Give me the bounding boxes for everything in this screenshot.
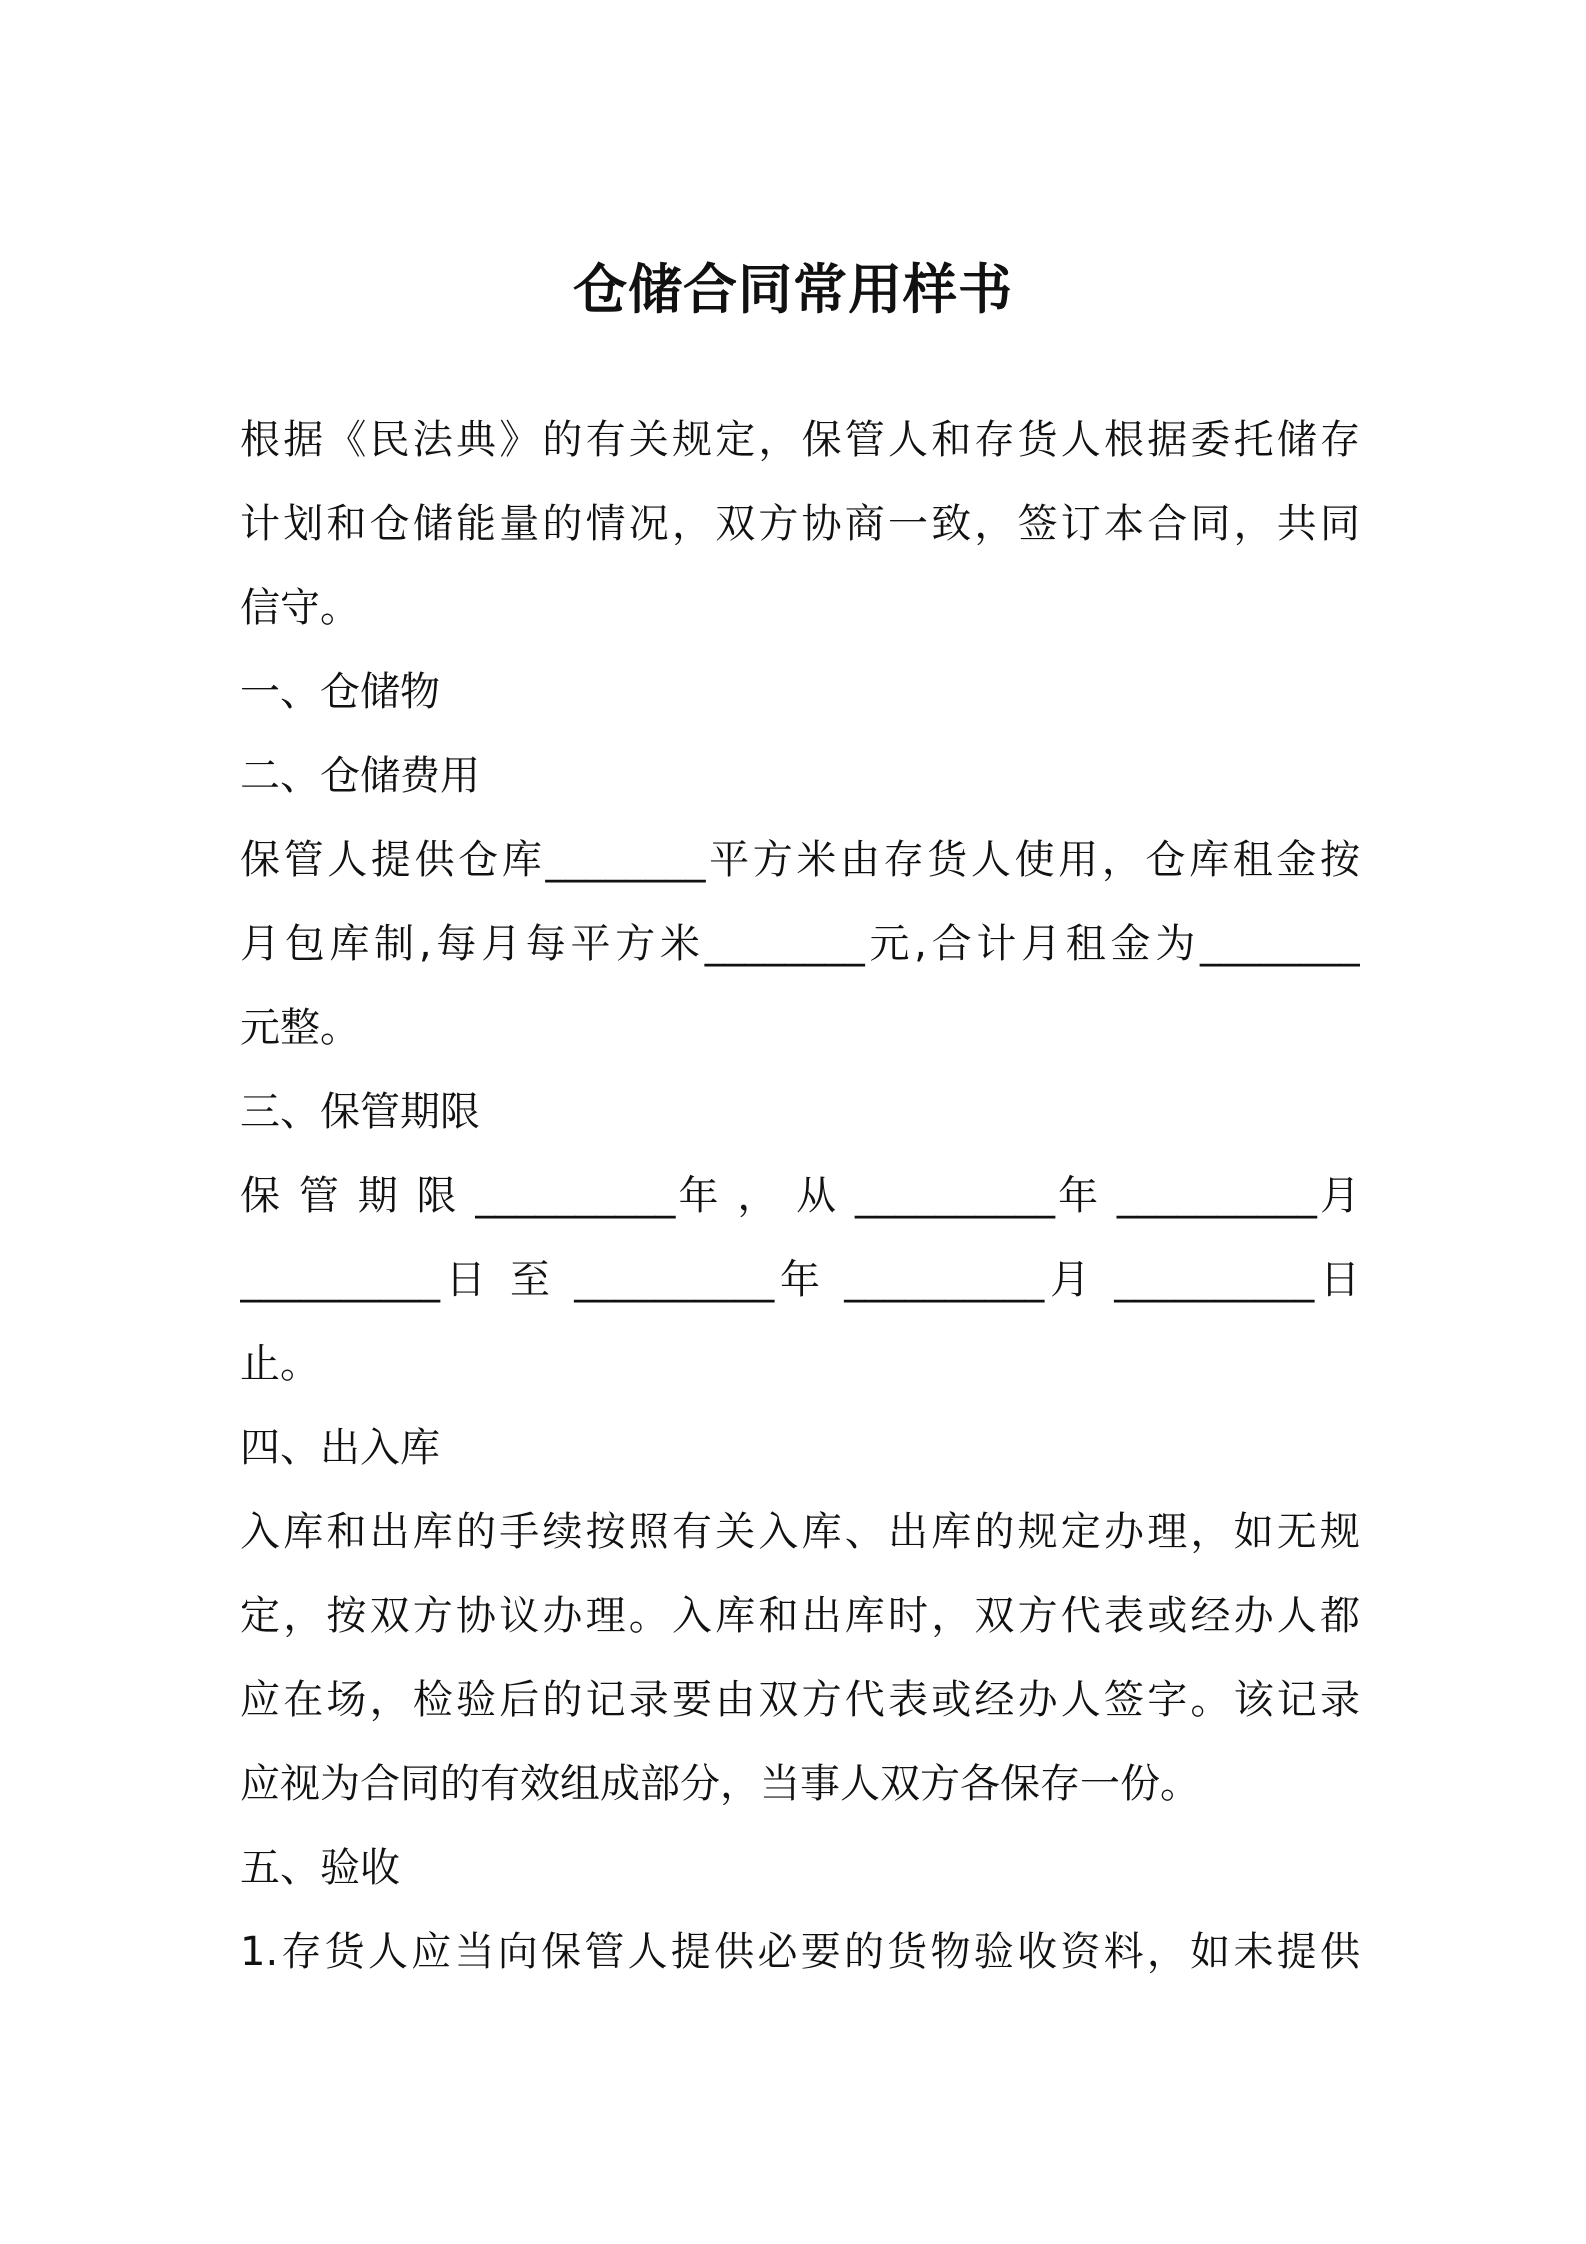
section-heading: 四、出入库 xyxy=(240,1425,440,1471)
paragraph-line: 1.存货人应当向保管人提供必要的货物验收资料，如未提供 xyxy=(240,1929,1360,1975)
paragraph-line: 止。 xyxy=(240,1341,320,1387)
paragraph-line: 保 管 期 限 __________年 ， 从 __________年 __________月 xyxy=(240,1173,1360,1219)
paragraph-line: 应视为合同的有效组成部分，当事人双方各保存一份。 xyxy=(240,1761,1200,1807)
paragraph-line: 应在场，检验后的记录要由双方代表或经办人签字。该记录 xyxy=(240,1677,1360,1723)
paragraph-line: 月包库制,每月每平方米________元,合计月租金为________ xyxy=(240,921,1360,967)
document-title: 仓储合同常用样书 xyxy=(573,258,1013,321)
section-heading: 一、仓储物 xyxy=(240,669,440,715)
section-heading: 三、保管期限 xyxy=(240,1089,480,1135)
paragraph-line: __________日 至 __________年 __________月 __________日 xyxy=(240,1257,1360,1303)
document-body xyxy=(240,398,1360,1994)
paragraph-line: 入库和出库的手续按照有关入库、出库的规定办理，如无规 xyxy=(240,1509,1360,1555)
paragraph-line: 计划和仓储能量的情况，双方协商一致，签订本合同，共同 xyxy=(240,501,1360,547)
paragraph-line: 保管人提供仓库________平方米由存货人使用，仓库租金按 xyxy=(240,837,1360,883)
paragraph-line: 信守。 xyxy=(240,585,360,631)
paragraph-line: 定，按双方协议办理。入库和出库时，双方代表或经办人都 xyxy=(240,1593,1360,1639)
paragraph-line: 根据《民法典》的有关规定，保管人和存货人根据委托储存 xyxy=(240,417,1360,463)
section-heading: 五、验收 xyxy=(240,1845,400,1891)
section-heading: 二、仓储费用 xyxy=(240,753,480,799)
paragraph-line: 元整。 xyxy=(240,1005,360,1051)
